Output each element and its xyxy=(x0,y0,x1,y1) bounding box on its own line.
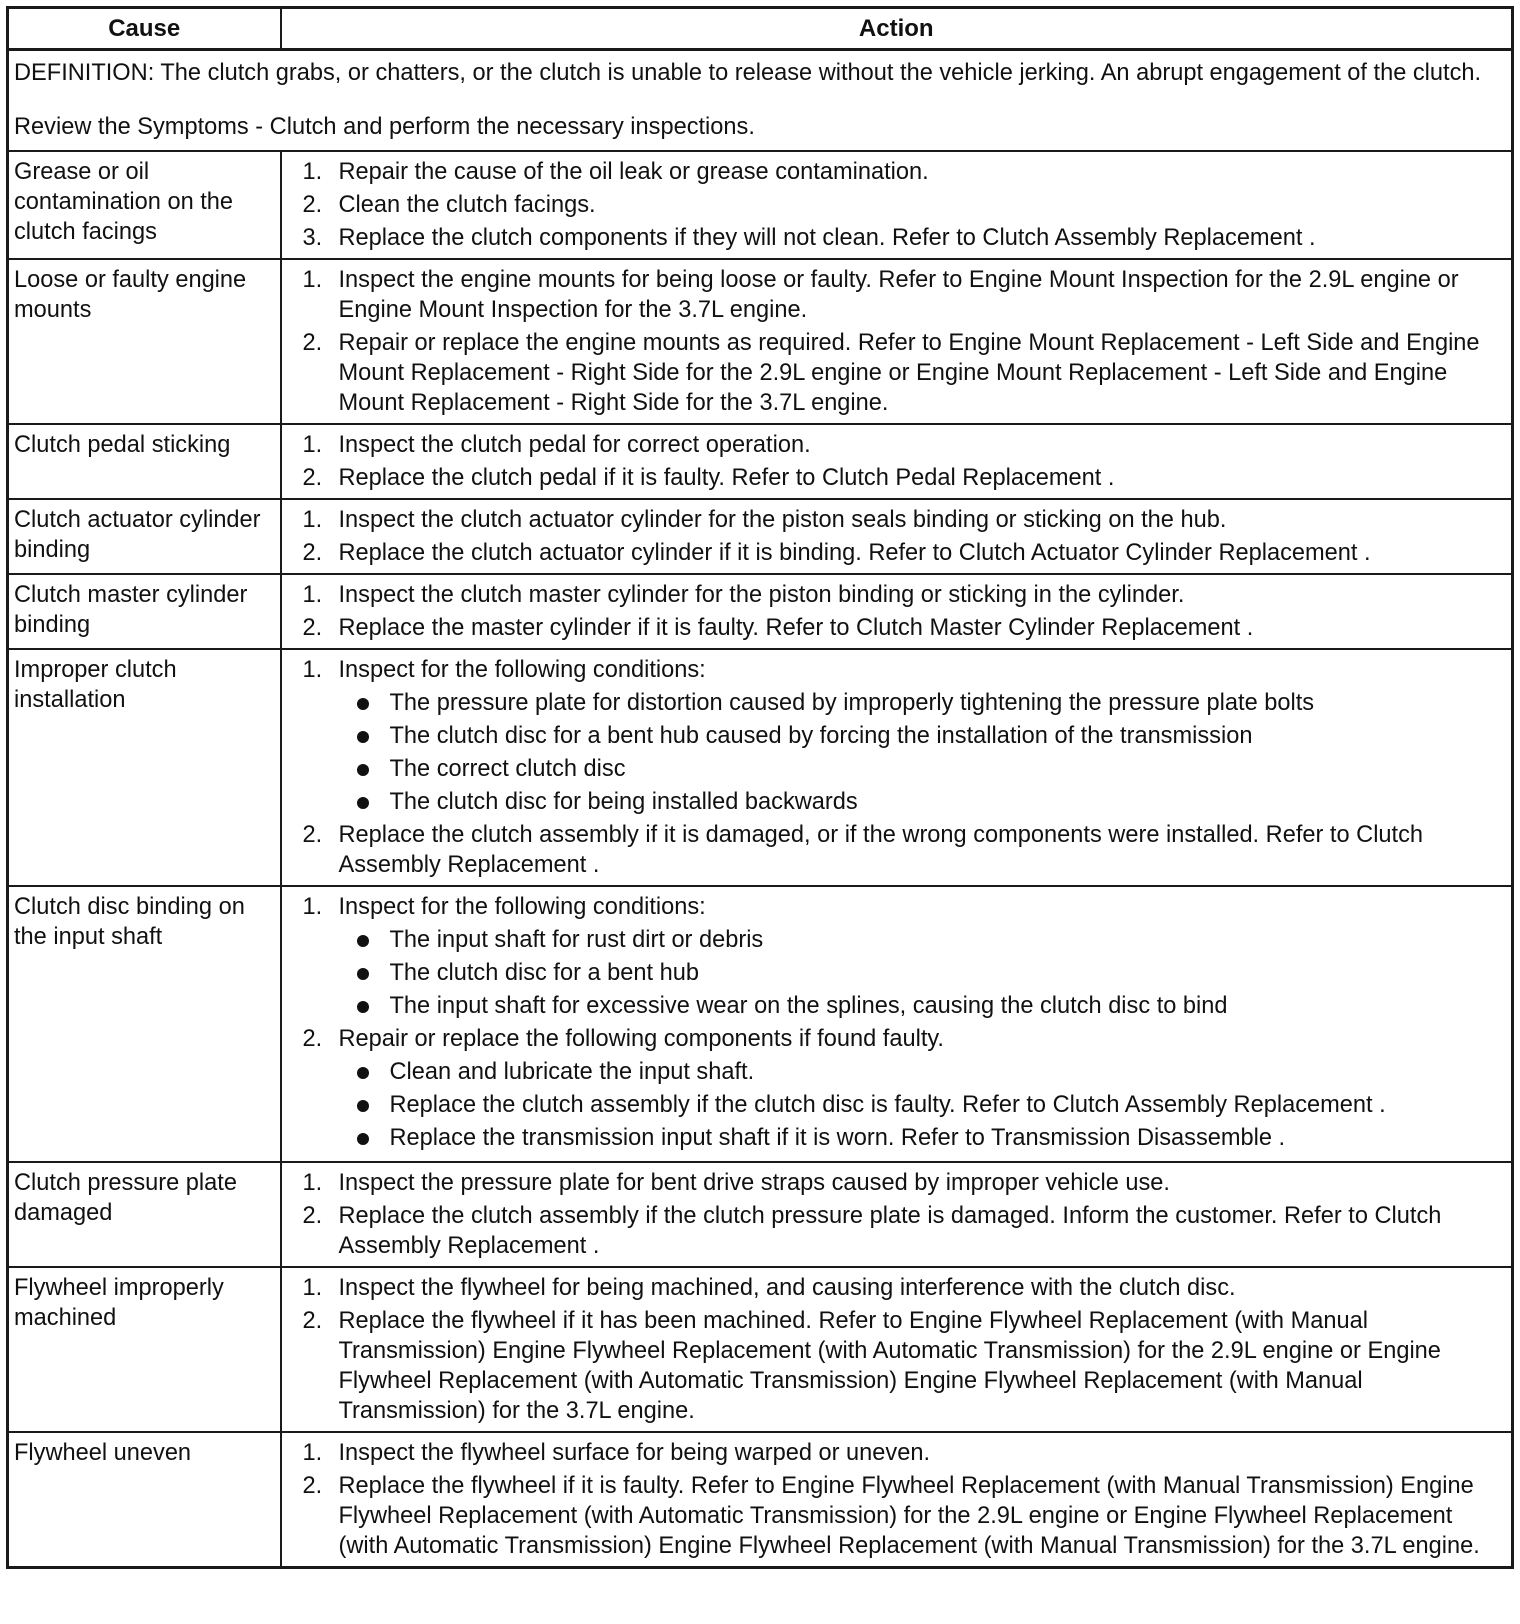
action-steps-list xyxy=(287,265,1506,418)
cause-cell: Clutch pressure plate damaged xyxy=(8,1162,281,1267)
action-step xyxy=(287,157,1506,187)
step-number: 2. xyxy=(302,192,323,218)
action-step xyxy=(287,1201,1506,1261)
cause-cell: Clutch master cylinder binding xyxy=(8,574,281,649)
table-row xyxy=(8,151,1513,259)
action-steps-list xyxy=(287,1438,1506,1561)
bullet-item xyxy=(339,991,1506,1021)
condition-bullet-list xyxy=(339,688,1506,817)
diagnostic-document xyxy=(6,6,1511,1569)
action-steps-list xyxy=(287,1273,1506,1426)
step-text: Clean the clutch facings. xyxy=(338,192,596,218)
bullet-item xyxy=(339,721,1506,751)
bullet-text: The input shaft for excessive wear on the splines, causing the clutch disc to bind xyxy=(389,993,1228,1019)
action-step xyxy=(287,820,1506,880)
action-step xyxy=(287,1471,1506,1561)
step-text: Replace the clutch actuator cylinder if it is binding. Refer to Clutch Actuator Cylinder Replacement . xyxy=(338,540,1371,566)
bullet-item xyxy=(339,688,1506,718)
step-number: 2. xyxy=(302,1308,323,1334)
step-number: 2. xyxy=(302,1026,323,1052)
definition-row xyxy=(8,50,1513,152)
action-step xyxy=(287,655,1506,817)
step-number: 2. xyxy=(302,615,323,641)
bullet-dot-icon xyxy=(357,1133,369,1145)
step-number: 1. xyxy=(302,267,323,293)
cause-cell: Improper clutch installation xyxy=(8,649,281,886)
action-step xyxy=(287,1168,1506,1198)
action-step xyxy=(287,613,1506,643)
action-steps-list xyxy=(287,430,1506,493)
action-steps-list xyxy=(287,1168,1506,1261)
bullet-dot-icon xyxy=(357,1067,369,1079)
step-number: 1. xyxy=(302,894,323,920)
step-text: Inspect the flywheel surface for being warped or uneven. xyxy=(338,1440,931,1466)
action-cell xyxy=(281,574,1513,649)
action-cell xyxy=(281,886,1513,1162)
action-cell xyxy=(281,1162,1513,1267)
table-row xyxy=(8,1432,1513,1568)
column-header-cause: Cause xyxy=(8,8,281,50)
definition-text: DEFINITION: The clutch grabs, or chatters, or the clutch is unable to release without the vehicle jerking. An abrupt engagement of the clutch. xyxy=(14,60,1482,86)
bullet-text: Clean and lubricate the input shaft. xyxy=(389,1059,755,1085)
action-cell xyxy=(281,1432,1513,1568)
bullet-text: The input shaft for rust dirt or debris xyxy=(389,927,764,953)
bullet-item xyxy=(339,1123,1506,1153)
cause-cell: Flywheel improperly machined xyxy=(8,1267,281,1432)
step-number: 2. xyxy=(302,822,323,848)
cause-cell: Clutch actuator cylinder binding xyxy=(8,499,281,574)
step-text: Replace the flywheel if it is faulty. Refer to Engine Flywheel Replacement (with Manual Transmission) Engine Flywheel Replacement (with Automatic Transmission) for the 2.9L engine or Engine Flywheel Replacement (with Automatic Transmission) Engine Flywheel Replacement (with Manual Transmission) for the 3.7L engine. xyxy=(338,1473,1480,1559)
action-step xyxy=(287,1438,1506,1468)
step-text: Replace the clutch components if they will not clean. Refer to Clutch Assembly Replacement . xyxy=(338,225,1316,251)
step-text: Repair or replace the engine mounts as required. Refer to Engine Mount Replacement - Left Side and Engine Mount Replacement - Right Side for the 2.9L engine or Engine Mount Replacement - Left Side and Engine Mount Replacement - Right Side for the 3.7L engine. xyxy=(338,330,1480,416)
bullet-dot-icon xyxy=(357,1001,369,1013)
action-step xyxy=(287,892,1506,1021)
action-step xyxy=(287,190,1506,220)
table-row xyxy=(8,499,1513,574)
step-number: 2. xyxy=(302,540,323,566)
step-text: Inspect the pressure plate for bent drive straps caused by improper vehicle use. xyxy=(338,1170,1170,1196)
bullet-dot-icon xyxy=(357,698,369,710)
step-text: Inspect the clutch master cylinder for the piston binding or sticking in the cylinder. xyxy=(338,582,1185,608)
action-cell xyxy=(281,424,1513,499)
step-number: 1. xyxy=(302,159,323,185)
table-row xyxy=(8,886,1513,1162)
bullet-item xyxy=(339,958,1506,988)
step-number: 1. xyxy=(302,1275,323,1301)
header-row xyxy=(8,8,1513,50)
cause-cell: Clutch disc binding on the input shaft xyxy=(8,886,281,1162)
step-number: 1. xyxy=(302,507,323,533)
action-steps-list xyxy=(287,505,1506,568)
bullet-text: Replace the clutch assembly if the clutch disc is faulty. Refer to Clutch Assembly Replacement . xyxy=(389,1092,1386,1118)
bullet-dot-icon xyxy=(357,1100,369,1112)
action-step xyxy=(287,505,1506,535)
step-number: 2. xyxy=(302,330,323,356)
step-text: Inspect for the following conditions: xyxy=(338,657,706,683)
step-number: 1. xyxy=(302,657,323,683)
bullet-text: The clutch disc for being installed backwards xyxy=(389,789,858,815)
review-text: Review the Symptoms - Clutch and perform the necessary inspections. xyxy=(14,114,755,140)
diagnostic-table xyxy=(6,6,1514,1569)
table-row xyxy=(8,1162,1513,1267)
action-cell xyxy=(281,259,1513,424)
action-steps-list xyxy=(287,580,1506,643)
action-steps-list xyxy=(287,655,1506,880)
table-row xyxy=(8,574,1513,649)
bullet-text: The clutch disc for a bent hub caused by forcing the installation of the transmission xyxy=(389,723,1253,749)
bullet-item xyxy=(339,925,1506,955)
step-text: Inspect for the following conditions: xyxy=(338,894,706,920)
step-number: 3. xyxy=(302,225,323,251)
step-text: Inspect the engine mounts for being loose or faulty. Refer to Engine Mount Inspection for the 2.9L engine or Engine Mount Inspection for the 3.7L engine. xyxy=(338,267,1459,323)
bullet-text: The correct clutch disc xyxy=(389,756,626,782)
step-text: Repair the cause of the oil leak or grease contamination. xyxy=(338,159,929,185)
bullet-text: Replace the transmission input shaft if it is worn. Refer to Transmission Disassemble . xyxy=(389,1125,1286,1151)
action-step xyxy=(287,1306,1506,1426)
step-text: Inspect the clutch actuator cylinder for the piston seals binding or sticking on the hub. xyxy=(338,507,1227,533)
bullet-item xyxy=(339,1090,1506,1120)
step-text: Replace the clutch assembly if the clutch pressure plate is damaged. Inform the customer. Refer to Clutch Assembly Replacement . xyxy=(338,1203,1442,1259)
step-text: Replace the master cylinder if it is faulty. Refer to Clutch Master Cylinder Replacement . xyxy=(338,615,1254,641)
cause-cell: Flywheel uneven xyxy=(8,1432,281,1568)
bullet-item xyxy=(339,1057,1506,1087)
action-step xyxy=(287,265,1506,325)
step-text: Inspect the clutch pedal for correct operation. xyxy=(338,432,811,458)
table-row xyxy=(8,259,1513,424)
bullet-dot-icon xyxy=(357,731,369,743)
step-number: 2. xyxy=(302,1203,323,1229)
bullet-dot-icon xyxy=(357,968,369,980)
action-cell xyxy=(281,1267,1513,1432)
bullet-text: The pressure plate for distortion caused by improperly tightening the pressure plate bolts xyxy=(389,690,1315,716)
column-header-action: Action xyxy=(281,8,1513,50)
action-step xyxy=(287,328,1506,418)
step-text: Inspect the flywheel for being machined, and causing interference with the clutch disc. xyxy=(338,1275,1236,1301)
bullet-item xyxy=(339,787,1506,817)
bullet-item xyxy=(339,754,1506,784)
definition-cell xyxy=(8,50,1513,152)
action-step xyxy=(287,538,1506,568)
action-step xyxy=(287,1024,1506,1153)
cause-cell: Clutch pedal sticking xyxy=(8,424,281,499)
cause-cell: Grease or oil contamination on the clutch facings xyxy=(8,151,281,259)
step-number: 1. xyxy=(302,1170,323,1196)
step-text: Replace the flywheel if it has been machined. Refer to Engine Flywheel Replacement (with Manual Transmission) Engine Flywheel Replacement (with Automatic Transmission) for the 2.9L engine or Engine Flywheel Replacement (with Automatic Transmission) Engine Flywheel Replacement (with Manual Transmission) for the 3.7L engine. xyxy=(338,1308,1441,1424)
table-row xyxy=(8,424,1513,499)
action-step xyxy=(287,580,1506,610)
step-text: Replace the clutch pedal if it is faulty. Refer to Clutch Pedal Replacement . xyxy=(338,465,1115,491)
step-number: 1. xyxy=(302,582,323,608)
action-cell xyxy=(281,151,1513,259)
step-text: Replace the clutch assembly if it is damaged, or if the wrong components were installed. Refer to Clutch Assembly Replacement . xyxy=(338,822,1424,878)
step-number: 2. xyxy=(302,465,323,491)
bullet-dot-icon xyxy=(357,935,369,947)
step-number: 2. xyxy=(302,1473,323,1499)
condition-bullet-list xyxy=(339,925,1506,1021)
action-step xyxy=(287,430,1506,460)
action-cell xyxy=(281,499,1513,574)
action-step xyxy=(287,223,1506,253)
step-number: 1. xyxy=(302,432,323,458)
table-row xyxy=(8,649,1513,886)
bullet-dot-icon xyxy=(357,797,369,809)
bullet-text: The clutch disc for a bent hub xyxy=(389,960,700,986)
step-number: 1. xyxy=(302,1440,323,1466)
action-step xyxy=(287,463,1506,493)
action-steps-list xyxy=(287,892,1506,1153)
action-step xyxy=(287,1273,1506,1303)
step-text: Repair or replace the following components if found faulty. xyxy=(338,1026,944,1052)
action-steps-list xyxy=(287,157,1506,253)
condition-bullet-list xyxy=(339,1057,1506,1153)
action-cell xyxy=(281,649,1513,886)
bullet-dot-icon xyxy=(357,764,369,776)
table-row xyxy=(8,1267,1513,1432)
cause-cell: Loose or faulty engine mounts xyxy=(8,259,281,424)
